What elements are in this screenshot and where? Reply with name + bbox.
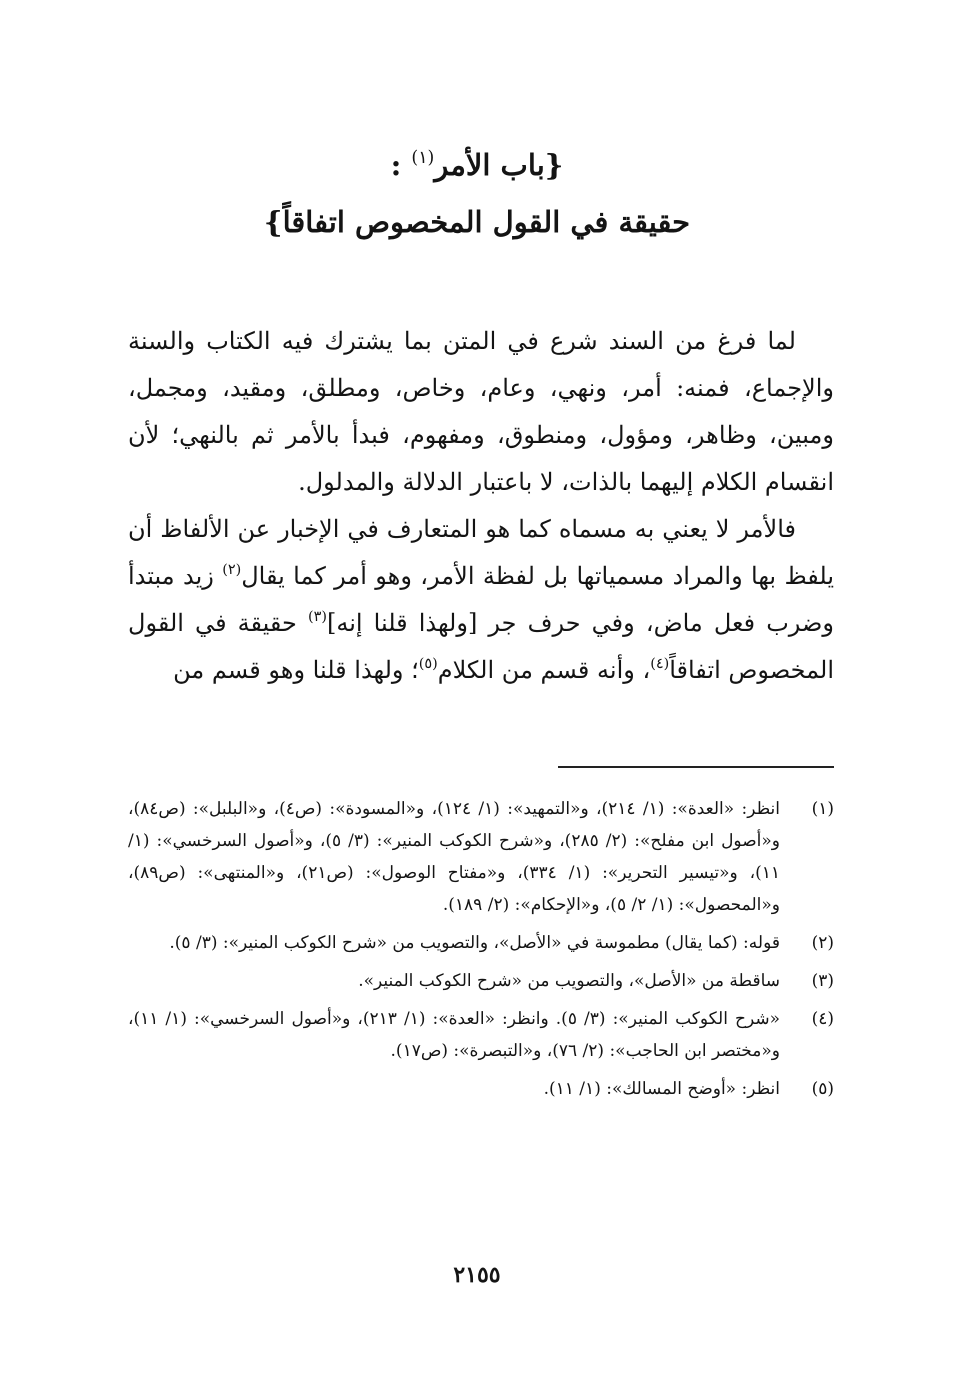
footnote-text: انظر: «أوضح المسالك»: (١/ ١١). (543, 1079, 780, 1099)
footnote-3 (128, 965, 834, 997)
footnote-number: (١) (811, 799, 834, 819)
paragraph-2 (128, 506, 834, 694)
footnote-ref-4[interactable]: (٤) (650, 655, 670, 672)
footnote-text: ساقطة من «الأصل»، والتصويب من «شرح الكوكب المنير». (358, 971, 780, 991)
page-number: ٢١٥٥ (453, 1262, 501, 1288)
chapter-title-text: {باب الأمر (434, 148, 564, 182)
footnote-ref-5[interactable]: (٥) (418, 655, 438, 672)
paragraph-2-part-c: حقيقة في القول المخصوص اتفاقاً (128, 609, 834, 684)
footnote-text: انظر: «العدة»: (١/ ٢١٤)، و«التمهيد»: (١/ ١٢٤)، و«المسودة»: (ص٤)، و«البلبل»: (ص٨٤)، و«أصول ابن مفلح»: (٢/ ٢٨٥)، و«شرح الكوكب المنير»: (٣/ ٥)، و«أصول السرخسي»: (١/ ١١)، و«تيسير التحرير»: (١/ ٣٣٤)، و«مفتاح الوصول»: (ص٢١)، و«المنتهى»: (ص٨٩)، و«المحصول»: (١/ ٢/ ٥)، و«الإحكام»: (٢/ ١٨٩). (128, 799, 780, 915)
footnote-separator (558, 766, 834, 768)
paragraph-1: لما فرغ من السند شرع في المتن بما يشترك فيه الكتاب والسنة والإجماع، فمنه: أمر، ونهي، وعام، وخاص، ومطلق، ومقيد، ومجمل، ومبين، وظاهر، ومؤول، ومنطوق، ومفهوم، فبدأ بالأمر ثم بالنهي؛ لأن انقسام الكلام إليهما بالذات، لا باعتبار الدلالة والمدلول. (128, 327, 834, 496)
footnotes (128, 793, 834, 1111)
paragraph-2-part-d: ، وأنه قسم من الكلام (437, 656, 651, 684)
footnote-4 (128, 1003, 834, 1067)
footnote-number: (٢) (811, 933, 834, 953)
footnote-2 (128, 927, 834, 959)
footnote-ref-3[interactable]: (٣) (307, 608, 327, 625)
chapter-title (120, 148, 834, 182)
footnote-text: قوله: (كما يقال) مطموسة في «الأصل»، والتصويب من «شرح الكوكب المنير»: (٣/ ٥). (169, 933, 780, 953)
paragraph-2-part-b: زيد مبتدأ وضرب فعل ماض، وفي حرف جر [ولهذا قلنا إنه] (128, 562, 835, 637)
footnote-number: (٣) (811, 971, 834, 991)
chapter-subtitle: حقيقة في القول المخصوص اتفاقاً} (263, 205, 691, 239)
paragraph-2-part-a: فالأمر لا يعني به مسماه كما هو المتعارف في الإخبار عن الألفاظ أن يلفظ بها والمراد مسمياتها بل لفظة الأمر، وهو أمر كما يقال (128, 515, 835, 590)
footnote-5 (128, 1073, 834, 1105)
footnote-ref-2[interactable]: (٢) (222, 561, 242, 578)
footnote-text: «شرح الكوكب المنير»: (٣/ ٥). وانظر: «العدة»: (١/ ٢١٣)، و«أصول السرخسي»: (١/ ١١)، و«مختصر ابن الحاجب»: (٢/ ٧٦)، و«التبصرة»: (ص١٧). (128, 1009, 781, 1061)
footnote-number: (٤) (811, 1009, 834, 1029)
footnote-1 (128, 793, 834, 921)
footnote-ref-1[interactable]: (١) (411, 147, 435, 168)
paragraph-2-part-e: ؛ ولهذا قلنا وهو قسم من (173, 656, 419, 684)
footnote-number: (٥) (811, 1079, 834, 1099)
chapter-title-colon: : (390, 148, 402, 182)
main-text (128, 318, 834, 694)
